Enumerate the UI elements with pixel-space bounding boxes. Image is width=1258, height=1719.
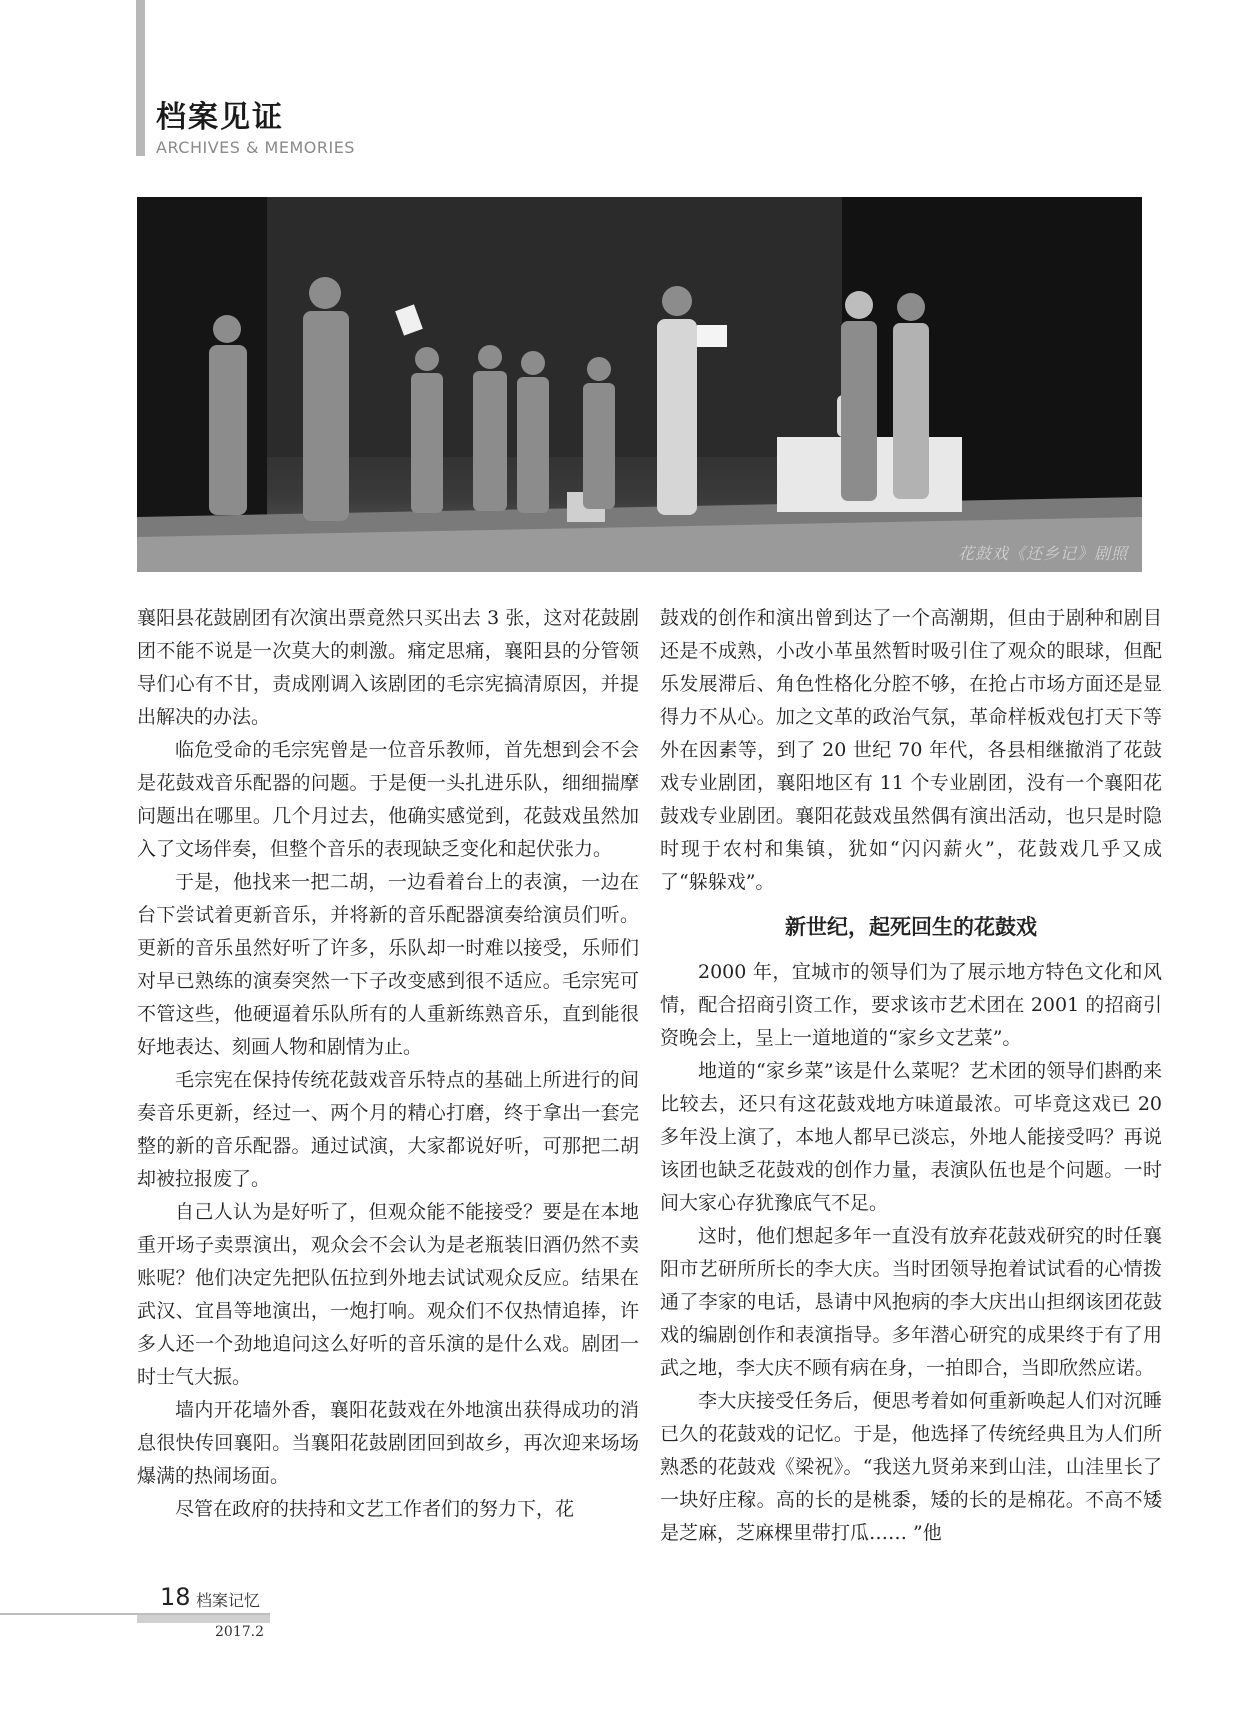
issue-date: 2017.2: [215, 1624, 264, 1640]
journal-name: 档案记忆: [196, 1591, 261, 1610]
header-accent-bar: [136, 0, 145, 156]
paragraph: 这时，他们想起多年一直没有放弃花鼓戏研究的时任襄阳市艺研所所长的李大庆。当时团领导抱着试试看的心情拨通了李家的电话，恳请中风抱病的李大庆出山担纲该团花鼓戏的编剧创作和表演指导。多年潜心研究的成果终于有了用武之地，李大庆不顾有病在身，一拍即合，当即欣然应诺。: [660, 1225, 1162, 1379]
article-left-column: [137, 602, 639, 1526]
paragraph-continuation: 鼓戏的创作和演出曾到达了一个高潮期，但由于剧种和剧目还是不成熟，小改小革虽然暂时吸引住了观众的眼球，但配乐发展滞后、角色性格化分腔不够，在抢占市场方面还是显得力不从心。加之文革的政治气氛，革命样板戏包打天下等外在因素等，到了 20 世纪 70 年代，各县相继撤消了花鼓戏专业剧团，襄阳地区有 11 个专业剧团，没有一个襄阳花鼓戏专业剧团。襄阳花鼓戏虽然偶有演出活动，也只是时隐时现于农村和集镇，犹如“闪闪薪火”，花鼓戏几乎又成了“躲躲戏”。: [660, 607, 1162, 893]
paragraph: 自己人认为是好听了，但观众能不能接受？要是在本地重开场子卖票演出，观众会不会认为是老瓶装旧酒仍然不卖账呢？他们决定先把队伍拉到外地去试试观众反应。结果在武汉、宜昌等地演出，一炮打响。观众们不仅热情追捧，许多人还一个劲地追问这么好听的音乐演的是什么戏。剧团一时士气大振。: [137, 1201, 639, 1388]
section-title: 档案见证: [156, 100, 284, 135]
photo-caption: 花鼓戏《还乡记》剧照: [957, 544, 1128, 563]
page-number: 18: [160, 1583, 191, 1611]
stage-photo: [137, 197, 1142, 572]
paragraph: 李大庆接受任务后，便思考着如何重新唤起人们对沉睡已久的花鼓戏的记忆。于是，他选择了传统经典且为人们所熟悉的花鼓戏《梁祝》。“我送九贤弟来到山洼，山洼里长了一块好庄稼。高的长的是桃黍，矮的长的是棉花。不高不矮是芝麻，芝麻棵里带打瓜…… ”他: [660, 1390, 1162, 1544]
paragraph: 于是，他找来一把二胡，一边看着台上的表演，一边在台下尝试着更新音乐，并将新的音乐配器演奏给演员们听。更新的音乐虽然好听了许多，乐队却一时难以接受，乐师们对早已熟练的演奏突然一下子改变感到很不适应。毛宗宪可不管这些，他硬逼着乐队所有的人重新练熟音乐，直到能很好地表达、刻画人物和剧情为止。: [137, 871, 639, 1058]
paragraph: 墙内开花墙外香，襄阳花鼓戏在外地演出获得成功的消息很快传回襄阳。当襄阳花鼓剧团回到故乡，再次迎来场场爆满的热闹场面。: [137, 1399, 639, 1487]
stage-scene-illustration: [137, 197, 1142, 572]
paragraph: 地道的“家乡菜”该是什么菜呢？艺术团的领导们斟酌来比较去，还只有这花鼓戏地方味道最浓。可毕竟这戏已 20 多年没上演了，本地人都早已淡忘，外地人能接受吗？再说该团也缺乏花鼓戏的创作力量，表演队伍也是个问题。一时间大家心存犹豫底气不足。: [660, 1060, 1162, 1214]
paragraph: 毛宗宪在保持传统花鼓戏音乐特点的基础上所进行的间奏音乐更新，经过一、两个月的精心打磨，终于拿出一套完整的新的音乐配器。通过试演，大家都说好听，可那把二胡却被拉报废了。: [137, 1069, 639, 1190]
article-right-column: [660, 602, 1162, 1550]
paragraph: 临危受命的毛宗宪曾是一位音乐教师，首先想到会不会是花鼓戏音乐配器的问题。于是便一头扎进乐队，细细揣摩问题出在哪里。几个月过去，他确实感觉到，花鼓戏虽然加入了文场伴奏，但整个音乐的表现缺乏变化和起伏张力。: [137, 739, 639, 860]
paragraph: 襄阳县花鼓剧团有次演出票竟然只买出去 3 张，这对花鼓剧团不能不说是一次莫大的刺激。痛定思痛，襄阳县的分管领导们心有不甘，责成刚调入该剧团的毛宗宪搞清原因，并提出解决的办法。: [137, 607, 639, 728]
section-subheading: 新世纪，起死回生的花鼓戏: [785, 915, 1037, 939]
paragraph: 2000 年，宜城市的领导们为了展示地方特色文化和风情，配合招商引资工作，要求该市艺术团在 2001 的招商引资晚会上，呈上一道地道的“家乡文艺菜”。: [660, 961, 1162, 1049]
paragraph: 尽管在政府的扶持和文艺工作者们的努力下，花: [175, 1498, 575, 1520]
section-subtitle: ARCHIVES & MEMORIES: [156, 138, 355, 157]
footer-shade: [137, 1615, 270, 1623]
